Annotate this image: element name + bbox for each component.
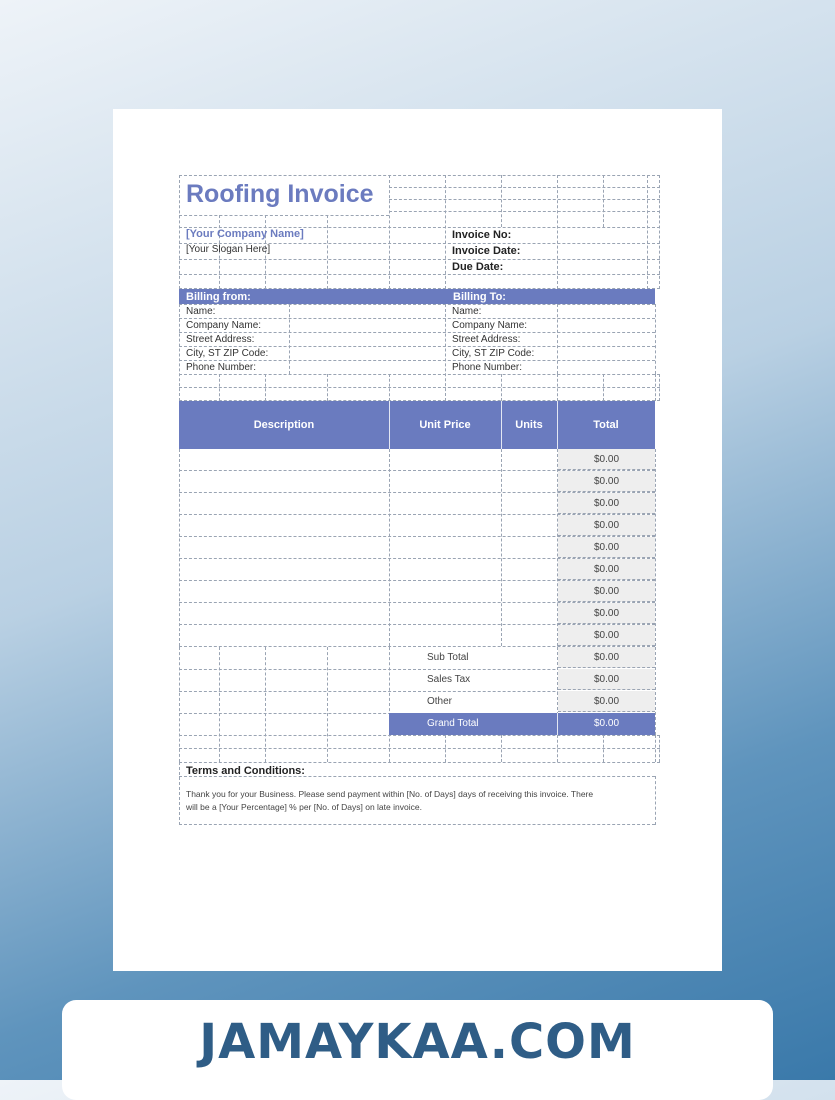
to-city-label: City, ST ZIP Code: <box>452 348 535 359</box>
sales-tax-label: Sales Tax <box>427 674 471 685</box>
footer-banner <box>62 1000 773 1100</box>
from-street-label: Street Address: <box>186 334 255 345</box>
brand-logo-text: JAMAYKAA.COM <box>199 1014 636 1070</box>
due-date-label: Due Date: <box>452 261 504 273</box>
row-total: $0.00 <box>558 515 655 536</box>
row-total: $0.00 <box>558 581 655 602</box>
invoice-title: Roofing Invoice <box>186 180 374 208</box>
row-total: $0.00 <box>558 493 655 514</box>
row-total: $0.00 <box>558 625 655 646</box>
col-unit-price: Unit Price <box>419 419 471 431</box>
terms-line-1: Thank you for your Business. Please send payment within [No. of Days] days of receiving this invoice. There <box>186 789 594 799</box>
col-units: Units <box>515 419 543 431</box>
to-phone-label: Phone Number: <box>452 362 523 373</box>
from-phone-label: Phone Number: <box>186 362 257 373</box>
to-name-label: Name: <box>452 306 482 317</box>
sub-total-label: Sub Total <box>427 652 469 663</box>
row-total: $0.00 <box>558 471 655 492</box>
to-company-label: Company Name: <box>452 320 528 331</box>
from-city-label: City, ST ZIP Code: <box>186 348 269 359</box>
invoice-page <box>113 109 722 971</box>
grand-total-label: Grand Total <box>389 713 557 735</box>
from-name-label: Name: <box>186 306 216 317</box>
to-street-label: Street Address: <box>452 334 521 345</box>
from-company-label: Company Name: <box>186 320 262 331</box>
other-value: $0.00 <box>558 691 655 712</box>
billing-from-heading: Billing from: <box>186 291 251 303</box>
billing-to-heading: Billing To: <box>453 291 506 303</box>
grand-total-value: $0.00 <box>557 713 655 735</box>
terms-line-2: will be a [Your Percentage] % per [No. of Days] on late invoice. <box>186 802 422 812</box>
other-label: Other <box>427 696 453 707</box>
row-total: $0.00 <box>558 603 655 624</box>
col-description: Description <box>253 419 315 431</box>
sales-tax-value: $0.00 <box>558 669 655 690</box>
company-name: [Your Company Name] <box>186 228 304 240</box>
col-total: Total <box>593 419 619 431</box>
invoice-no-label: Invoice No: <box>452 229 512 241</box>
company-slogan: [Your Slogan Here] <box>186 244 271 255</box>
sub-total-value: $0.00 <box>558 647 655 668</box>
invoice-template <box>179 175 660 825</box>
row-total: $0.00 <box>558 537 655 558</box>
invoice-date-label: Invoice Date: <box>452 245 521 257</box>
row-total: $0.00 <box>558 559 655 580</box>
terms-heading: Terms and Conditions: <box>186 765 305 777</box>
row-total: $0.00 <box>558 449 655 470</box>
